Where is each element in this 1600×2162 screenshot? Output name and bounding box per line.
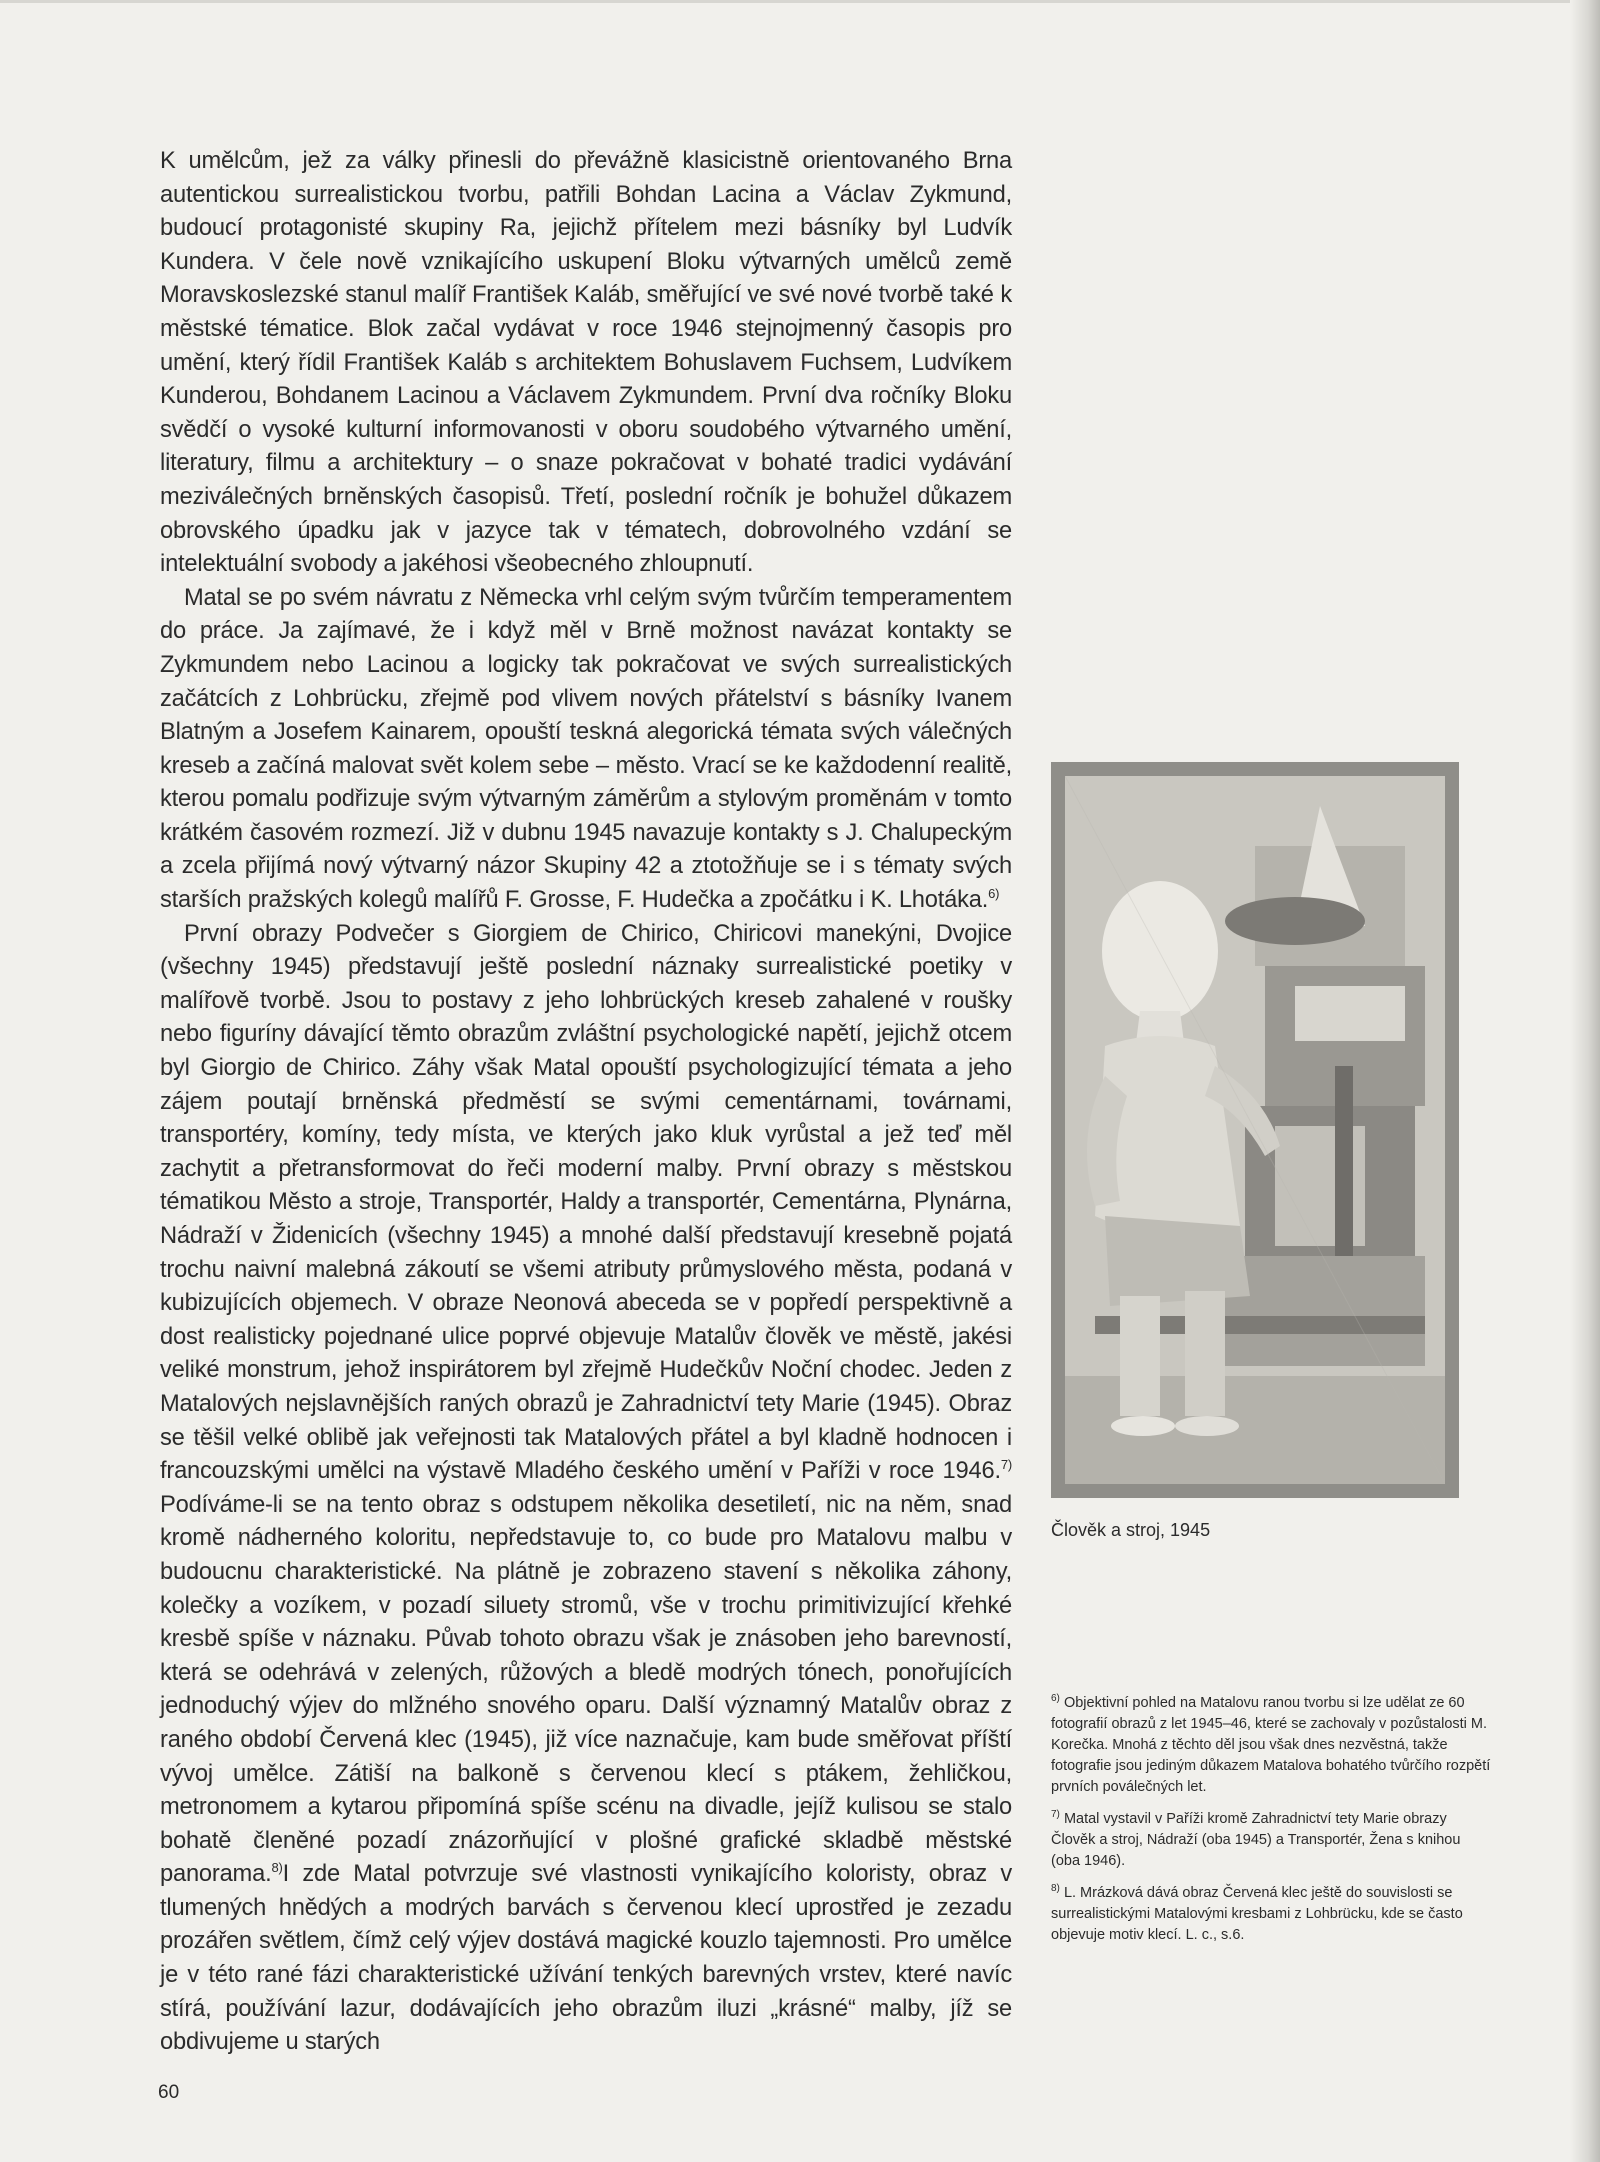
footnote-mark-7: 7) bbox=[1000, 1457, 1012, 1473]
footnotes bbox=[1051, 1693, 1491, 1957]
page-binding-shadow bbox=[1570, 0, 1600, 2162]
footnote-8: $^{8)}$ L. Mrázková dává obraz Červená klec ještě do souvislosti se surrealistickými Matalovými kresbami z Lohbrücku, kde se často objevuje motiv klecí. L. c., s.6. bbox=[1051, 1883, 1463, 1943]
footnote-7: $^{7)}$ Matal vystavil v Paříži kromě Zahradnictví tety Marie obrazy Člověk a stroj, Nádraží (oba 1945) a Transportér, Žena s knihou (oba 1946). bbox=[1051, 1809, 1461, 1869]
painting-caption: Člověk a stroj, 1945 bbox=[1051, 1520, 1211, 1540]
painting-photo bbox=[1051, 762, 1459, 1498]
main-text-column bbox=[160, 145, 1012, 2060]
paragraph-2: Matal se po svém návratu z Německa vrhl celým svým tvůrčím temperamentem do práce. Ja zajímavé, že i když měl v Brně možnost navázat kontakty se Zykmundem nebo Lacinou a logicky tak pokračovat ve svých surrealistických začátcích z Lohbrücku, zřejmě pod vlivem nových přátelství s básníky Ivanem Blatným a Josefem Kainarem, opouští teskná alegorická témata svých válečných kreseb a začíná malovat svět kolem sebe – město. Vrací se ke každodenní realitě, kterou pomalu podřizuje svým výtvarným záměrům a stylovým proměnám v tomto krátkém časovém rozmezí. Již v dubnu 1945 navazuje kontakty s J. Chalupeckým a zcela přijímá nový výtvarný názor Skupiny 42 a ztotožňuje se i s tématy svých starších pražských kolegů malířů F. Grosse, F. Hudečka a zpočátku i K. Lhotáka.$^{6)}$ bbox=[160, 584, 1012, 914]
page-number: 60 bbox=[158, 2082, 180, 2103]
footnote-mark-8: 8) bbox=[271, 1860, 283, 1876]
paragraph-3: První obrazy Podvečer s Giorgiem de Chirico, Chiricovi manekýni, Dvojice (všechny 1945) představují ještě poslední náznaky surrealistické poetiky v malířově tvorbě. Jsou to postavy z jeho lohbrückých kreseb zahalené v roušky nebo figuríny dávající těmto obrazům zvláštní psychologické napětí, jejichž otcem byl Giorgio de Chirico. Záhy však Matal opouští psychologizující témata a jeho zájem poutají brněnská předměstí se svými cementárnami, továrnami, transportéry, komíny, tedy místa, ve kterých jako kluk vyrůstal a jež teď měl zachytit a přetransformovat do řeči moderní malby. První obrazy s městskou tématikou Město a stroje, Transportér, Haldy a transportér, Cementárna, Plynárna, Nádraží v Židenicích (všechny 1945) a mnohé další představují kresebně pojatá trochu naivní malebná zákoutí se všemi atributy průmyslového města, podaná v kubizujících objemech. V obraze Neonová abeceda se v popředí perspektivně a dost realisticky pojednané ulice poprvé objevuje Matalův člověk ve městě, jakési veliké monstrum, jehož inspirátorem byl zřejmě Hudečkův Noční chodec. Jeden z Matalových nejslavnějších raných obrazů je Zahradnictví tety Marie (1945). Obraz se těšil velké oblibě jak veřejnosti tak Matalových přátel a byl kladně hodnocen i francouzskými umělci na výstavě Mladého českého umění v Paříži v roce 1946.$^{7)}$ Podíváme-li se na tento obraz s odstupem několika desetiletí, nic na něm, snad kromě nádherného koloritu, nepředstavuje to, co bude pro Matalovu malbu v budoucnu charakteristické. Na plátně je zobrazeno stavení s několika záhony, kolečky a vozíkem, v pozadí siluety stromů, vše v trochu primitivizující křehké kresbě spíše v náznaku. Půvab tohoto obrazu však je znásoben jeho barevností, která se odehrává v zelených, růžových a bledě modrých tónech, ponořujících jednoduchý výjev do mlžného snového oparu. Další významný Matalův obraz z raného období Červená klec (1945), již více naznačuje, kam bude směřovat příští vývoj umělce. Zátiší na balkoně s červenou klecí s ptákem, žehličkou, metronomem a kytarou připomíná spíše scénu na divadle, jejíž kulisou se stalo bohatě členěné pozadí znázorňující v plošné grafické skladbě městské panorama.$^{8)}$I zde Matal potvrzuje své vlastnosti vynikajícího koloristy, obraz v tlumených hnědých a modrých barvách s červenou klecí uprostřed je zezadu prozářen světlem, čímž celý výjev dostává magické kouzlo tajemnosti. Pro umělce je v této rané fázi charakteristické užívání tenkých barevných vrstev, které navíc stírá, používání lazur, dodávajících jeho obrazům iluzi „krásné“ malby, jíž se obdivujeme u starých bbox=[160, 920, 1012, 2056]
paragraph-1: K umělcům, jež za války přinesli do převážně klasicistně orientovaného Brna autentickou surrealistickou tvorbu, patřili Bohdan Lacina a Václav Zykmund, budoucí protagonisté skupiny Ra, jejichž přítelem mezi básníky byl Ludvík Kundera. V čele nově vznikajícího uskupení Bloku výtvarných umělců země Moravskoslezské stanul malíř František Kaláb, směřující ve své nové tvorbě také k městské tématice. Blok začal vydávat v roce 1946 stejnojmenný časopis pro umění, který řídil František Kaláb s architektem Bohuslavem Fuchsem, Ludvíkem Kunderou, Bohdanem Lacinou a Václavem Zykmundem. První dva ročníky Bloku svědčí o vysoké kulturní informovanosti v oboru soudobého výtvarného umění, literatury, filmu a architektury – o snaze pokračovat v bohaté tradici vydávání meziválečných brněnských časopisů. Třetí, poslední ročník je bohužel důkazem obrovského úpadku jak v jazyce tak v tématech, dobrovolného vzdání se intelektuální svobody a jakéhosi všeobecného zhloupnutí. bbox=[160, 148, 1012, 578]
footnote-6: $^{6)}$ Objektivní pohled na Matalovu ranou tvorbu si lze udělat ze 60 fotografií obrazů z let 1945–46, které se zachovaly v pozůstalosti M. Korečka. Mnohá z těchto děl jsou však dnes nezvěstná, takže fotografie jsou jediným důkazem Matalova bohatého tvůrčího rozpětí prvních poválečných let. bbox=[1051, 1693, 1491, 1795]
page-top-edge bbox=[0, 0, 1600, 3]
painting-illustration bbox=[1065, 776, 1445, 1484]
footnote-mark-6: 6) bbox=[988, 886, 1000, 902]
